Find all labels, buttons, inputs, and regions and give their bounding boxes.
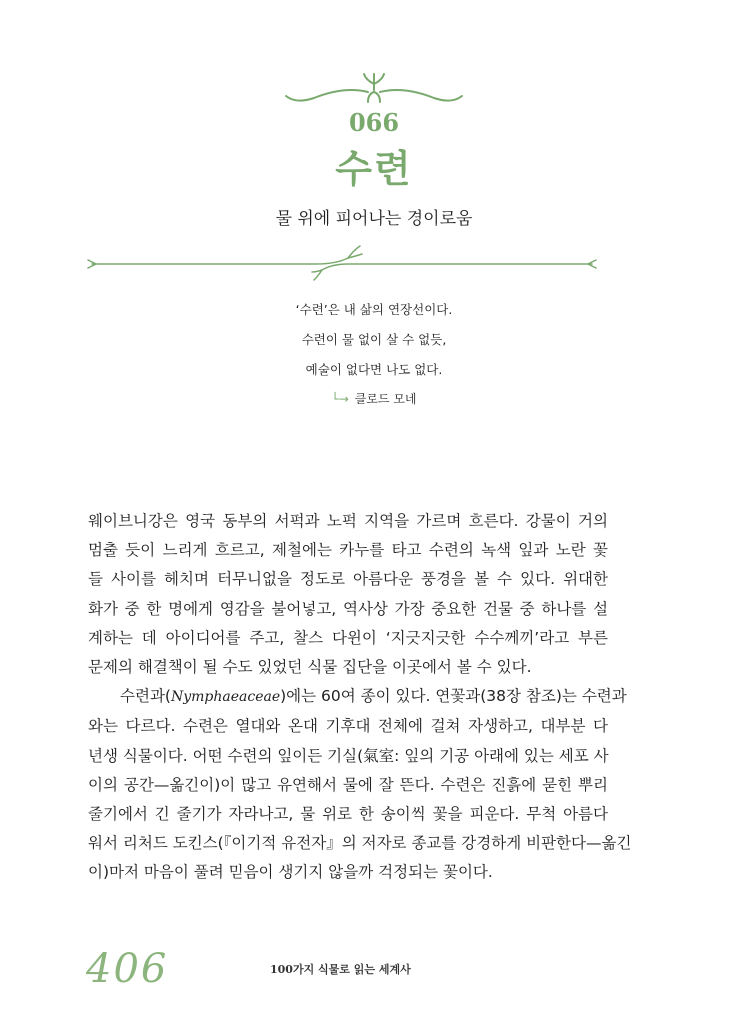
- body-line: 와는 다르다. 수련은 열대와 온대 기후대 전체에 걸쳐 자생하고, 대부분 다: [88, 717, 608, 736]
- latin-name: Nymphaeaceae: [170, 689, 281, 706]
- body-line: 이의 공간—옮긴이)이 많고 유연해서 물에 잘 뜬다. 수련은 진흙에 묻힌 뿌리: [88, 775, 608, 794]
- quote-line: 예술이 없다면 나도 없다.: [305, 362, 443, 377]
- body-line: 워서 리처드 도킨스(『이기적 유전자』의 저자로 종교를 강경하게 비판한다—옮긴: [88, 834, 632, 853]
- body-text: [88, 507, 632, 888]
- body-line: 이)마저 마음이 풀려 믿음이 생기지 않을까 걱정되는 꽃이다.: [88, 863, 493, 882]
- quote-line: ‘수련’은 내 삶의 연장선이다.: [295, 302, 453, 317]
- body-line: 들 사이를 헤치며 터무니없을 정도로 아름다운 풍경을 볼 수 있다. 위대한: [88, 570, 608, 589]
- quote-line: 수련이 물 없이 살 수 없듯,: [301, 332, 447, 347]
- body-line: 웨이브니강은 영국 동부의 서퍽과 노퍽 지역을 가르며 흐른다. 강물이 거의: [88, 512, 608, 530]
- body-line: 년생 식물이다. 어떤 수련의 잎이든 기실(氣室: 잎의 기공 아래에 있는 세포 사: [88, 746, 609, 765]
- ornament-divider-icon: [86, 242, 598, 282]
- ornament-top-icon: [284, 70, 464, 110]
- chapter-subtitle: 물 위에 피어나는 경이로움: [275, 209, 473, 229]
- chapter-number: 066: [348, 108, 400, 137]
- page-number: 406: [86, 946, 169, 992]
- body-line: [88, 682, 627, 712]
- quote-attribution: [0, 390, 748, 407]
- body-line: 멈출 듯이 느리게 흐르고, 제철에는 카누를 타고 수련의 녹색 잎과 노란 꽃: [88, 541, 608, 560]
- body-line: 화가 중 한 명에게 영감을 불어넣고, 역사상 가장 중요한 건물 중 하나를 설: [88, 599, 608, 618]
- text: 수련과(: [120, 687, 171, 706]
- body-line: 줄기에서 긴 줄기가 자라나고, 물 위로 한 송이씩 꽃을 피운다. 무척 아름다: [88, 805, 608, 824]
- book-title: 100가지 식물로 읽는 세계사: [270, 963, 411, 976]
- text: )에는 60여 종이 있다. 연꽃과(38장 참조)는 수련과: [280, 687, 627, 706]
- attribution-name: 클로드 모네: [354, 392, 417, 406]
- corner-arrow-icon: └→: [331, 392, 349, 406]
- chapter-title: 수련: [335, 146, 413, 191]
- body-line: 문제의 해결책이 될 수도 있었던 식물 집단을 이곳에서 볼 수 있다.: [88, 658, 532, 677]
- body-line: 계하는 데 아이디어를 주고, 찰스 다윈이 ‘지긋지긋한 수수께끼’라고 부른: [88, 628, 608, 647]
